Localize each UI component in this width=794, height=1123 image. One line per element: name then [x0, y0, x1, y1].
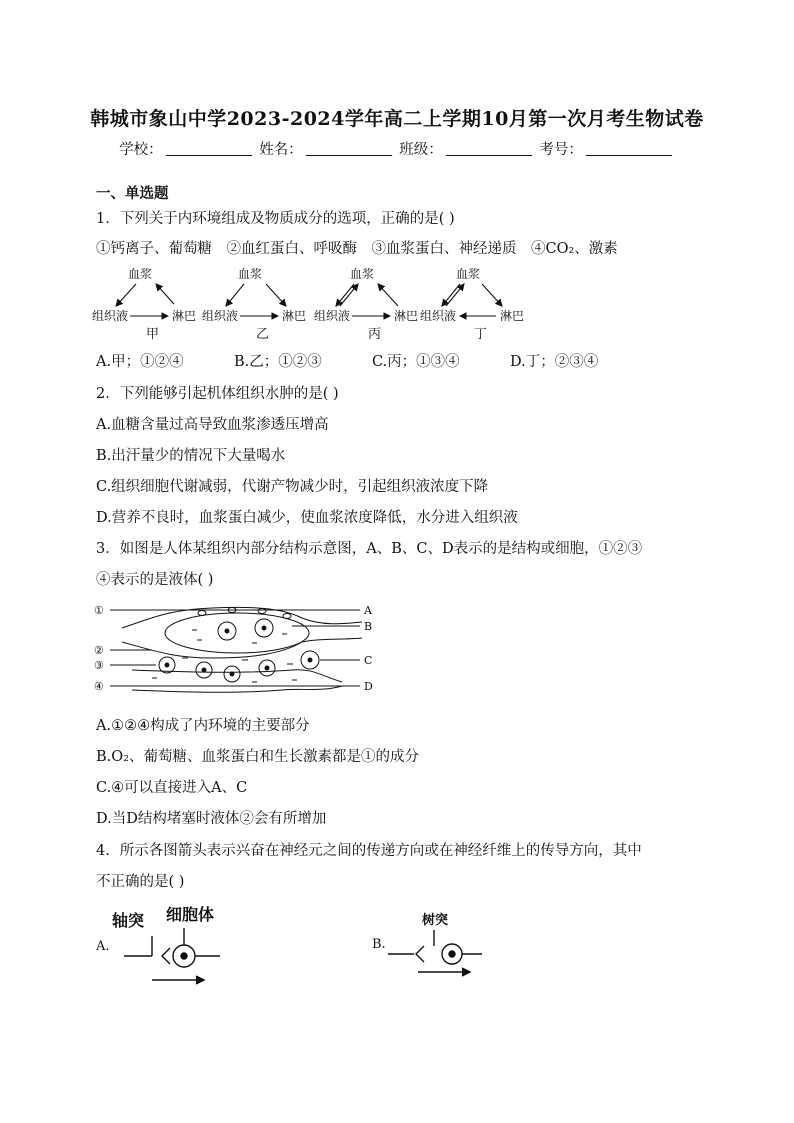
tissue-fluid-label: 组织液: [314, 309, 351, 323]
plasma-label: 血浆: [456, 267, 481, 281]
q1-fluid-diagrams: [90, 264, 530, 342]
q4-stem-line2: 不正确的是( ): [96, 874, 185, 890]
tissue-fluid-label: 组织液: [202, 309, 239, 323]
q4-soma-label: 细胞体: [166, 905, 215, 924]
q3-option-c[interactable]: C.④可以直接进入A、C: [96, 780, 248, 796]
lymph-label: 淋巴: [282, 309, 307, 323]
plasma-label: 血浆: [128, 267, 153, 281]
name-blank[interactable]: [306, 155, 392, 156]
lymph-label: 淋巴: [172, 309, 197, 323]
q1-options: [96, 350, 598, 371]
q4-fig-a-label: A.: [96, 939, 110, 954]
diagram-caption: 乙: [256, 327, 270, 342]
school-label: 学校：: [119, 142, 163, 158]
q4-figure-a[interactable]: [92, 898, 242, 990]
diagram-jia: [92, 266, 196, 342]
q3-label-d: D: [364, 680, 373, 693]
q1-option-c[interactable]: C.丙；①③④: [372, 354, 460, 370]
lymph-label: 淋巴: [500, 309, 525, 323]
q3-option-a[interactable]: A.①②④构成了内环境的主要部分: [96, 718, 310, 734]
diagram-caption: 丙: [368, 327, 382, 342]
q4-stem-line1: 4．所示各图箭头表示兴奋在神经元之间的传递方向或在神经纤维上的传导方向，其中: [96, 843, 642, 859]
q3-label-2: ②: [94, 644, 104, 657]
q2-option-b[interactable]: B.出汗量少的情况下大量喝水: [96, 448, 286, 464]
q3-stem-line1: 3．如图是人体某组织内部分结构示意图，A、B、C、D表示的是结构或细胞，①②③: [96, 541, 643, 557]
number-label: 考号：: [539, 142, 583, 158]
q2-stem: 2．下列能够引起机体组织水肿的是( ): [96, 386, 339, 402]
diagram-ding: [420, 266, 524, 342]
q4-figure-b[interactable]: [368, 906, 498, 986]
q3-label-c: C: [364, 654, 373, 667]
q4-axon-label: 轴突: [112, 911, 145, 930]
lymph-label: 淋巴: [394, 309, 419, 323]
q1-option-d[interactable]: D.丁；②③④: [510, 354, 599, 370]
number-blank[interactable]: [586, 155, 672, 156]
q2-option-c[interactable]: C.组织细胞代谢减弱，代谢产物减少时，引起组织液浓度下降: [96, 479, 489, 495]
q4-fig-b-label: B.: [372, 937, 386, 952]
class-blank[interactable]: [446, 155, 532, 156]
tissue-fluid-label: 组织液: [92, 309, 129, 323]
q1-option-a[interactable]: A.甲；①②④: [96, 354, 184, 370]
name-label: 姓名：: [259, 142, 303, 158]
q3-label-a: A: [364, 604, 372, 617]
page-title: 韩城市象山中学2023-2024学年高二上学期10月第一次月考生物试卷: [90, 108, 704, 130]
q1-stem: 1．下列关于内环境组成及物质成分的选项，正确的是( ): [96, 211, 455, 227]
q3-label-b: B: [364, 620, 373, 633]
q3-option-b[interactable]: B.O₂、葡萄糖、血浆蛋白和生长激素都是①的成分: [96, 749, 419, 765]
section-heading: 一、单选题: [96, 185, 169, 202]
diagram-caption: 丁: [474, 327, 488, 342]
q4-dendrite-label: 树突: [422, 913, 449, 928]
diagram-yi: [202, 266, 306, 342]
q2-option-a[interactable]: A.血糖含量过高导致血浆渗透压增高: [96, 417, 329, 433]
q3-tissue-diagram: [92, 598, 382, 700]
q2-option-d[interactable]: D.营养不良时，血浆蛋白减少，使血浆浓度降低，水分进入组织液: [96, 510, 518, 526]
school-blank[interactable]: [166, 155, 252, 156]
tissue-fluid-label: 组织液: [420, 309, 457, 323]
q1-items: ①钙离子、葡萄糖 ②血红蛋白、呼吸酶 ③血浆蛋白、神经递质 ④CO₂、激素: [96, 241, 618, 257]
q3-label-3: ③: [94, 659, 104, 672]
diagram-caption: 甲: [146, 327, 160, 342]
plasma-label: 血浆: [350, 267, 375, 281]
q3-option-d[interactable]: D.当D结构堵塞时液体②会有所增加: [96, 811, 327, 827]
student-info-row: [0, 138, 794, 159]
q3-label-4: ④: [94, 680, 104, 693]
q1-option-b[interactable]: B.乙；①②③: [234, 354, 322, 370]
class-label: 班级：: [399, 142, 443, 158]
plasma-label: 血浆: [238, 267, 263, 281]
diagram-bing: [314, 266, 418, 342]
q3-label-1: ①: [94, 604, 104, 617]
q3-stem-line2: ④表示的是液体( ): [96, 572, 214, 588]
